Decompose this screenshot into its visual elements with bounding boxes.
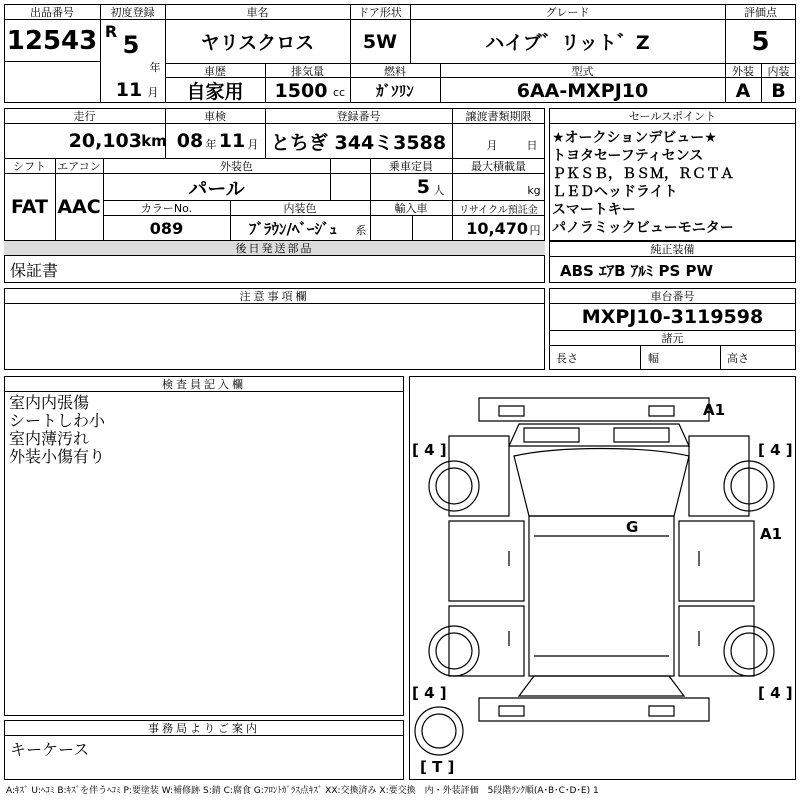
score: 5 <box>751 26 770 57</box>
ac-label: エアコン <box>57 160 101 173</box>
recycle-fee: 10,470 <box>466 218 528 238</box>
inspector-note-item: シートしわ小 <box>9 411 106 430</box>
office-note: キーケース <box>10 739 90 759</box>
score-label: 評価点 <box>744 6 777 19</box>
sales-point-item: ★オークションデビュー★ <box>552 130 717 146</box>
shift-label: シフト <box>13 160 46 173</box>
grade: ハイブ゛リット゛Z <box>485 32 650 54</box>
fuel: ｶﾞｿﾘﾝ <box>376 82 414 100</box>
first-reg-label: 初度登録 <box>110 6 155 19</box>
height-label: 高さ <box>727 352 749 365</box>
transfer-day: 日 <box>526 139 538 152</box>
mark-tire-rl: [ 4 ] <box>412 684 447 702</box>
length-label: 長さ <box>556 352 578 365</box>
km-unit: km <box>141 132 167 150</box>
import-label: 輸入車 <box>394 202 428 215</box>
mark-tire-fl: [ 4 ] <box>412 441 447 459</box>
capacity: 5 <box>416 176 430 198</box>
grade-label: グレード <box>545 6 590 19</box>
model-label: 型式 <box>571 64 594 78</box>
insp-year-unit: 年 <box>205 138 217 151</box>
interior-label: 内装 <box>767 64 790 78</box>
car-name-label: 車名 <box>246 6 269 19</box>
transfer-label: 譲渡書類期限 <box>465 110 532 123</box>
notes-label: 注意事項欄 <box>239 290 310 303</box>
mark-tire-fr: [ 4 ] <box>758 441 793 459</box>
ext-color: パール <box>188 177 245 200</box>
equipment-label: 純正装備 <box>650 243 695 256</box>
chassis-label: 車台番号 <box>650 290 695 303</box>
mark-a1-top: A1 <box>703 401 726 419</box>
sales-point-item: パノラミックビューモニター <box>552 220 734 236</box>
kei-unit: 系 <box>355 224 367 237</box>
inspector-note-item: 室内薄汚れ <box>9 429 90 448</box>
year-unit: 年 <box>149 61 161 74</box>
reg-number: とちぎ 344ミ3588 <box>270 131 447 154</box>
mileage: 20,103 <box>68 130 142 152</box>
transfer-month: 月 <box>486 139 498 152</box>
history: 自家用 <box>186 81 244 103</box>
exterior-label: 外装 <box>732 64 754 78</box>
width-label: 幅 <box>648 352 659 365</box>
sales-point-item: ＰＫＳＢ，ＢＳＭ，ＲＣＴＡ <box>552 166 734 182</box>
reg-no-label: 登録番号 <box>336 110 381 123</box>
lot-number: 12543 <box>6 25 98 56</box>
equipment: ABS ｴｱB ｱﾙﾐ PS PW <box>560 261 714 280</box>
ext-color-label: 外装色 <box>220 160 253 173</box>
history-label: 車歴 <box>204 64 226 78</box>
sales-point-item: スマートキー <box>552 202 636 218</box>
capacity-unit: 人 <box>433 184 445 197</box>
later-parts: 保証書 <box>10 260 59 280</box>
displacement-label: 排気量 <box>291 64 324 78</box>
sales-point-item: トヨタセーフティセンス <box>552 148 704 164</box>
era: R <box>104 21 118 41</box>
recycle-label: リサイクル預託金 <box>459 204 538 216</box>
sales-points-list <box>552 129 794 237</box>
int-color-label: 内装色 <box>283 202 317 215</box>
exterior-score: A <box>735 79 751 102</box>
sales-point-item: ＬＥＤヘッドライト <box>552 184 678 200</box>
dims-label: 諸元 <box>661 332 684 345</box>
max-load-label: 最大積載量 <box>471 160 526 173</box>
model-code: 6AA-MXPJ10 <box>516 79 649 102</box>
reg-month: 11 <box>115 79 143 101</box>
inspection-label: 車検 <box>204 110 226 123</box>
mark-tire-rr: [ 4 ] <box>758 684 793 702</box>
later-parts-label: 後日発送部品 <box>4 241 545 255</box>
inspector-label: 検査員記入欄 <box>162 378 246 391</box>
yen-unit: 円 <box>529 224 541 237</box>
legend: A:ｷｽﾞ U:ﾍｺﾐ B:ｷｽﾞを伴うﾍｺﾐ P:要塗装 W:補修跡 S:錆 C:腐食 G:ﾌﾛﾝﾄｶﾞﾗｽ点ｷｽﾞ XX:交換済み X:要交換 内・外装評価 5段階ﾗﾝｸ順(A･B･C･D･E) 1 <box>6 785 599 796</box>
door-label: ドア形状 <box>358 6 402 19</box>
fuel-label: 燃料 <box>384 64 406 78</box>
capacity-label: 乗車定員 <box>389 160 433 173</box>
sales-points-label: セールスポイント <box>628 110 716 123</box>
car-name: ヤリスクロス <box>200 32 315 54</box>
office-label: 事務局よりご案内 <box>148 722 260 735</box>
int-color: ﾌﾞﾗｳﾝ/ﾍﾞｰｼﾞｭ <box>249 219 337 238</box>
mileage-label: 走行 <box>73 110 96 123</box>
insp-year: 08 <box>176 130 204 152</box>
insp-month: 11 <box>218 130 246 152</box>
mark-spare: [ T ] <box>420 758 455 776</box>
insp-month-unit: 月 <box>247 138 259 151</box>
kg-unit: kg <box>527 183 541 197</box>
displacement: 1500 <box>274 79 328 102</box>
reg-year: 5 <box>122 31 140 59</box>
ac: AAC <box>57 196 101 218</box>
color-no-label: カラーNo. <box>140 202 193 215</box>
mark-a1-right: A1 <box>760 525 783 543</box>
chassis-number: MXPJ10-3119598 <box>581 306 764 328</box>
door-type: 5W <box>362 30 398 53</box>
inspector-note-item: 室内内張傷 <box>9 393 90 412</box>
lot-no-label: 出品番号 <box>30 6 74 19</box>
mark-g: G <box>626 518 639 536</box>
shift: FAT <box>11 196 48 218</box>
cc-unit: cc <box>332 85 346 99</box>
color-no: 089 <box>149 218 184 238</box>
inspector-note-item: 外装小傷有り <box>9 447 106 466</box>
inspector-notes <box>9 394 389 466</box>
car-diagram <box>409 376 796 780</box>
interior-score: B <box>771 79 786 102</box>
month-unit: 月 <box>147 86 159 99</box>
